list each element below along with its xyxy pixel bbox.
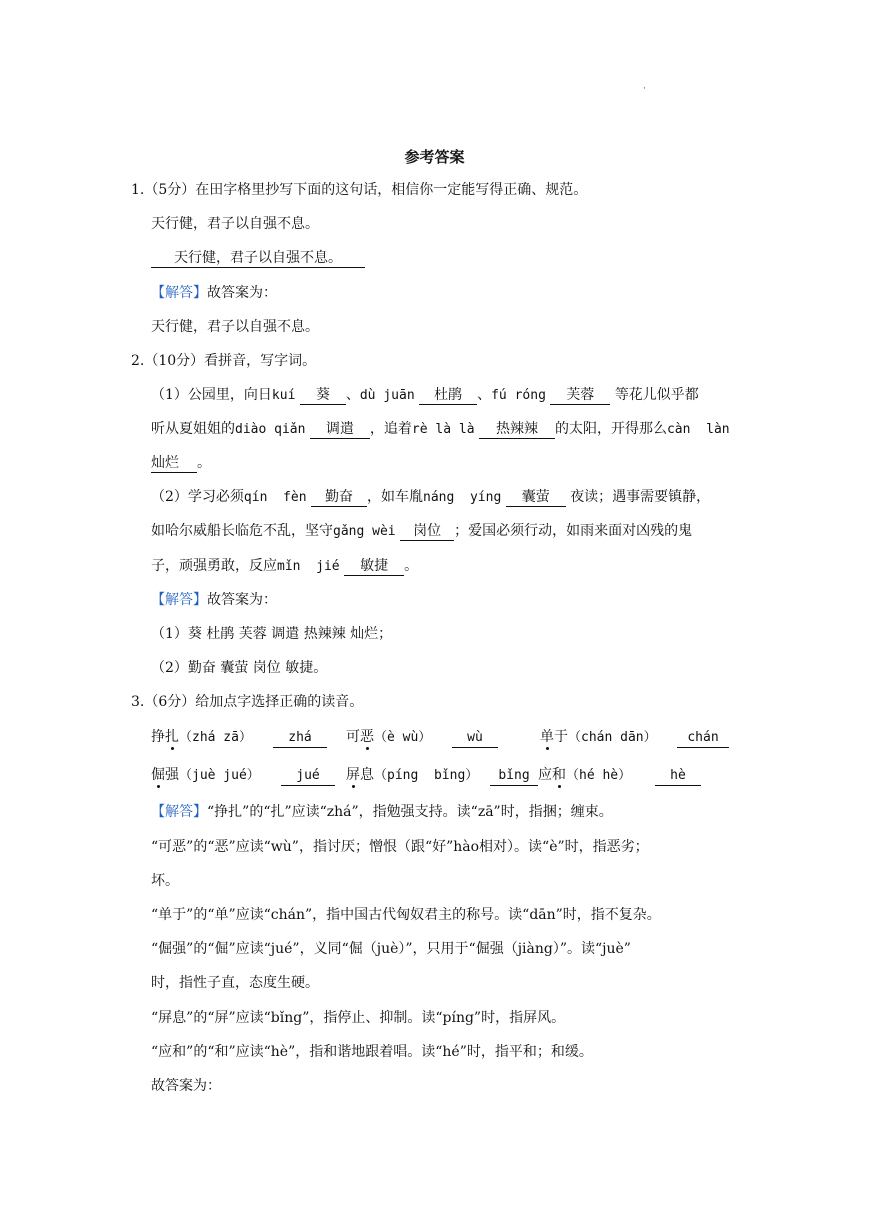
q3-stem: 3.（6分）给加点字选择正确的读音。	[131, 694, 364, 710]
q1-answer: 天行健，君子以自强不息。	[151, 249, 365, 268]
pinyin: dù juān	[359, 388, 415, 403]
options: （zhá zā）	[179, 730, 252, 745]
q2-p2-line2	[151, 521, 692, 542]
q3-answer	[281, 765, 335, 786]
pinyin: rè là là	[411, 422, 475, 437]
answer-blank: zhá	[273, 729, 327, 748]
text: 如哈尔威船长临危不乱，坚守	[151, 523, 333, 539]
options: （è wù）	[374, 730, 432, 745]
answer-blank: 热辣辣	[479, 420, 555, 439]
q2-final-2: （2）勤奋 囊萤 岗位 敏捷。	[151, 660, 328, 676]
word-char: 强	[165, 767, 179, 783]
q1-sentence: 天行健，君子以自强不息。	[151, 216, 319, 232]
answer-blank: chán	[677, 729, 729, 748]
text: 。	[197, 455, 211, 471]
q3-answer-5	[490, 765, 631, 786]
text: 等花儿似乎都	[614, 387, 699, 403]
pinyin: qín fèn	[243, 490, 307, 505]
q2-final-1: （1）葵 杜鹃 芙蓉 调遣 热辣辣 灿烂；	[151, 626, 393, 642]
text: ，如车胤	[367, 489, 423, 505]
q3-answer	[273, 727, 327, 748]
q3-item	[151, 727, 252, 748]
options: （píng bǐng）	[374, 768, 479, 783]
q1-stem: 1.（5分）在田字格里抄写下面的这句话，相信你一定能写得正确、规范。	[131, 182, 588, 198]
page-title: 参考答案	[404, 148, 465, 166]
dotted-char: 单	[540, 729, 554, 745]
text: 的太阳，开得那么	[554, 421, 667, 437]
answer-blank: 杜鹃	[419, 386, 477, 405]
word-char: 可	[346, 729, 360, 745]
word-char: 息	[360, 767, 374, 783]
dotted-char: 和	[552, 767, 566, 783]
q1-final: 天行健，君子以自强不息。	[151, 319, 319, 335]
q3-exp-2a: “可恶”的“恶”应读“wù”，指讨厌；憎恨（跟“好”hào相对）。读“è”时，指恶劣；	[151, 839, 649, 855]
options: （juè jué）	[179, 768, 260, 783]
text: 、	[345, 387, 360, 403]
q3-exp-4b: 时，指性子直，态度生硬。	[151, 975, 319, 991]
q3-item	[346, 765, 478, 786]
answer-blank: 灿烂	[151, 454, 197, 473]
pinyin: mǐn jié	[277, 559, 340, 574]
word-char: 挣	[151, 729, 165, 745]
q2-p1-line1	[151, 385, 699, 406]
answer-blank: 岗位	[400, 522, 454, 541]
text: ；爱国必须行动，如雨来面对凶残的鬼	[454, 523, 693, 539]
q3-exp-1	[151, 802, 613, 822]
dotted-char: 恶	[360, 729, 374, 745]
q2-p1-line2	[151, 419, 730, 440]
text: 子，顽强勇敢，反应	[151, 558, 277, 574]
dotted-char: 屏	[346, 767, 360, 783]
jieda-tag: 【解答】	[151, 285, 207, 301]
dotted-char: 扎	[165, 729, 179, 745]
pinyin: kuí	[271, 388, 296, 403]
q1-jieda	[151, 283, 277, 303]
pinyin: diào qiǎn	[235, 422, 306, 437]
pinyin: gǎng wèi	[333, 524, 396, 539]
text: 听从夏姐姐的	[151, 421, 235, 437]
answer-blank: 勤奋	[311, 488, 367, 507]
q3-exp-2b: 坏。	[151, 873, 179, 889]
header-dot: ·	[643, 84, 646, 94]
q3-exp-6: “应和”的“和”应读“hè”，指和谐地跟着唱。读“hé”时，指平和；和缓。	[151, 1044, 593, 1060]
text: ，追着	[369, 421, 412, 437]
answer-blank: hè	[655, 767, 701, 786]
answer-blank: 芙蓉	[550, 386, 610, 405]
text: （2）学习必须	[151, 489, 244, 505]
word-char: 应	[538, 767, 552, 783]
answer-blank: jué	[281, 767, 335, 786]
answer-blank: bǐng	[490, 767, 538, 786]
text: 夜读；遇事需要镇静，	[570, 489, 711, 505]
q3-exp-3: “单于”的“单”应读“chán”，指中国古代匈奴君主的称号。读“dān”时，指不复杂。	[151, 907, 661, 923]
answer-blank: 囊萤	[506, 488, 566, 507]
text: 。	[404, 558, 419, 574]
pinyin: càn làn	[666, 422, 730, 437]
options: （chán dān）	[568, 730, 657, 745]
jieda-tag: 【解答】	[151, 592, 207, 608]
pinyin: fú róng	[491, 388, 546, 403]
q3-final: 故答案为：	[151, 1078, 221, 1094]
q2-p2-line3	[151, 556, 418, 577]
answer-blank: 敏捷	[344, 557, 404, 576]
answer-blank: 调遣	[310, 420, 370, 439]
q2-jieda	[151, 590, 277, 610]
options: （hé hè）	[566, 768, 632, 783]
dotted-char: 倔	[151, 767, 165, 783]
text: （1）公园里，向日	[151, 387, 272, 403]
jieda-text: 故答案为：	[207, 285, 277, 301]
q1-answer-line	[151, 248, 365, 268]
q3-answer	[655, 765, 701, 786]
q3-item	[540, 727, 657, 748]
text: 、	[477, 387, 492, 403]
explanation: “挣扎”的“扎”应读“zhá”，指勉强支持。读“zā”时，指捆；缠束。	[207, 804, 613, 820]
q3-item	[151, 765, 260, 786]
q2-stem: 2.（10分）看拼音，写字词。	[131, 353, 317, 369]
q3-exp-5: “屏息”的“屏”应读“bǐng”，指停止、抑制。读“píng”时，指屏风。	[151, 1010, 566, 1026]
pinyin: náng yíng	[423, 490, 502, 505]
q3-answer	[452, 727, 498, 748]
q3-item	[346, 727, 431, 748]
q3-exp-4a: “倔强”的“倔”应读“jué”，义同“倔（juè）”，只用于“倔强（jiàng）”。读“juè”	[151, 941, 631, 957]
q3-answer	[677, 727, 729, 748]
q2-p1-line3	[151, 453, 211, 473]
q2-p2-line1	[151, 487, 710, 508]
answer-blank: wù	[452, 729, 498, 748]
jieda-text: 故答案为：	[207, 592, 277, 608]
jieda-tag: 【解答】	[151, 804, 207, 820]
word-char: 于	[554, 729, 568, 745]
answer-blank: 葵	[300, 386, 346, 405]
